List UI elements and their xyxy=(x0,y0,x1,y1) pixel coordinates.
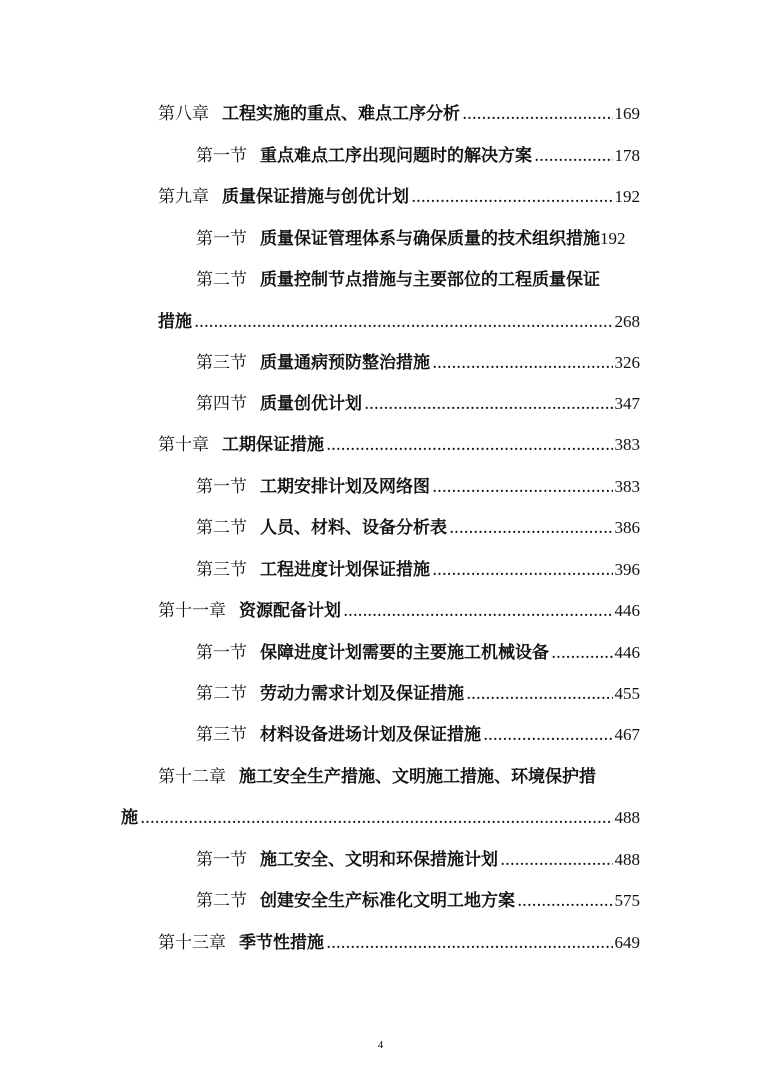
dot-leader xyxy=(462,104,613,124)
toc-number: 第十二章 xyxy=(158,767,226,787)
toc-page-number: 446 xyxy=(614,643,640,662)
toc-title: 重点难点工序出现问题时的解决方案 xyxy=(260,146,532,166)
toc-chapter-13[interactable] xyxy=(158,925,640,953)
toc-section[interactable] xyxy=(196,883,640,911)
dot-leader xyxy=(432,477,613,497)
toc-number: 第一节 xyxy=(196,643,247,663)
toc-page-number: 446 xyxy=(614,601,640,620)
toc-number: 第二节 xyxy=(196,891,247,911)
toc-section[interactable] xyxy=(196,842,640,870)
dot-leader xyxy=(326,933,613,953)
dot-leader xyxy=(343,601,613,621)
toc-section[interactable] xyxy=(196,635,640,663)
dot-leader xyxy=(194,312,613,332)
toc-number: 第二节 xyxy=(196,684,247,704)
toc-section[interactable] xyxy=(196,552,640,580)
toc-number: 第一节 xyxy=(196,229,247,249)
toc-title: 材料设备进场计划及保证措施 xyxy=(260,725,481,745)
toc-title-continued: 施 xyxy=(121,808,138,828)
dot-leader xyxy=(432,560,613,580)
toc-section[interactable] xyxy=(196,221,666,249)
toc-title: 季节性措施 xyxy=(239,933,324,953)
toc-chapter-8[interactable] xyxy=(158,96,640,124)
toc-number: 第三节 xyxy=(196,560,247,580)
toc-page-number: 488 xyxy=(614,808,640,827)
dot-leader xyxy=(551,643,613,663)
dot-leader xyxy=(534,146,613,166)
toc-title: 工期保证措施 xyxy=(222,435,324,455)
toc-number: 第三节 xyxy=(196,725,247,745)
toc-number: 第一节 xyxy=(196,146,247,166)
dot-leader xyxy=(500,850,613,870)
toc-page-number: 649 xyxy=(614,933,640,952)
toc-page-number: 575 xyxy=(614,891,640,910)
toc-page-number: 455 xyxy=(614,684,640,703)
toc-title: 工期安排计划及网络图 xyxy=(260,477,430,497)
toc-number: 第四节 xyxy=(196,394,247,414)
dot-leader xyxy=(411,187,613,207)
toc-section[interactable] xyxy=(196,386,640,414)
toc-number: 第二节 xyxy=(196,518,247,538)
toc-page-number: 326 xyxy=(614,353,640,372)
dot-leader xyxy=(517,891,613,911)
toc-number: 第九章 xyxy=(158,187,209,207)
dot-leader xyxy=(364,394,613,414)
toc-page-number: 383 xyxy=(614,477,640,496)
toc-title: 质量创优计划 xyxy=(260,394,362,414)
toc-title: 工程进度计划保证措施 xyxy=(260,560,430,580)
toc-chapter-10[interactable] xyxy=(158,427,640,455)
toc-number: 第一节 xyxy=(196,477,247,497)
toc-title: 施工安全生产措施、文明施工措施、环境保护措 xyxy=(239,767,596,787)
toc-page-number: 488 xyxy=(614,850,640,869)
toc-title: 保障进度计划需要的主要施工机械设备 xyxy=(260,643,549,663)
toc-page-number: 396 xyxy=(614,560,640,579)
toc-number: 第三节 xyxy=(196,353,247,373)
toc-title: 工程实施的重点、难点工序分析 xyxy=(222,104,460,124)
toc-section[interactable] xyxy=(196,510,640,538)
toc-section[interactable] xyxy=(196,138,640,166)
toc-page-number: 383 xyxy=(614,435,640,454)
toc-chapter-12-line1[interactable] xyxy=(158,759,658,787)
toc-page-number: 178 xyxy=(614,146,640,165)
dot-leader xyxy=(432,353,613,373)
toc-title: 人员、材料、设备分析表 xyxy=(260,518,447,538)
dot-leader xyxy=(466,684,613,704)
toc-page-number: 467 xyxy=(614,725,640,744)
dot-leader xyxy=(483,725,613,745)
toc-page-number: 347 xyxy=(614,394,640,413)
toc-number: 第十章 xyxy=(158,435,209,455)
toc-section[interactable] xyxy=(196,345,640,373)
toc-page-number: 386 xyxy=(614,518,640,537)
dot-leader xyxy=(140,808,613,828)
toc-title: 质量保证管理体系与确保质量的技术组织措施 xyxy=(260,229,600,249)
toc-number: 第二节 xyxy=(196,270,247,290)
toc-title: 质量控制节点措施与主要部位的工程质量保证 xyxy=(260,270,600,290)
toc-page-number: 169 xyxy=(614,104,640,123)
toc-title-continued: 措施 xyxy=(158,312,192,332)
toc-page-number: 192 xyxy=(600,229,626,248)
dot-leader xyxy=(326,435,613,455)
toc-section-wrapped-line2[interactable] xyxy=(158,304,640,332)
toc-number: 第八章 xyxy=(158,104,209,124)
toc-section-wrapped-line1[interactable] xyxy=(196,262,656,290)
toc-title: 创建安全生产标准化文明工地方案 xyxy=(260,891,515,911)
toc-number: 第十三章 xyxy=(158,933,226,953)
toc-number: 第十一章 xyxy=(158,601,226,621)
toc-title: 劳动力需求计划及保证措施 xyxy=(260,684,464,704)
dot-leader xyxy=(449,518,613,538)
toc-page-number: 268 xyxy=(614,312,640,331)
toc-chapter-9[interactable] xyxy=(158,179,640,207)
toc-title: 施工安全、文明和环保措施计划 xyxy=(260,850,498,870)
toc-title: 质量保证措施与创优计划 xyxy=(222,187,409,207)
toc-chapter-12-line2[interactable] xyxy=(121,800,640,828)
toc-chapter-11[interactable] xyxy=(158,593,640,621)
footer-page-number: 4 xyxy=(377,1039,384,1051)
toc-number: 第一节 xyxy=(196,850,247,870)
toc-title: 资源配备计划 xyxy=(239,601,341,621)
toc-section[interactable] xyxy=(196,717,640,745)
toc-title: 质量通病预防整治措施 xyxy=(260,353,430,373)
toc-section[interactable] xyxy=(196,469,640,497)
toc-page-number: 192 xyxy=(614,187,640,206)
toc-section[interactable] xyxy=(196,676,640,704)
